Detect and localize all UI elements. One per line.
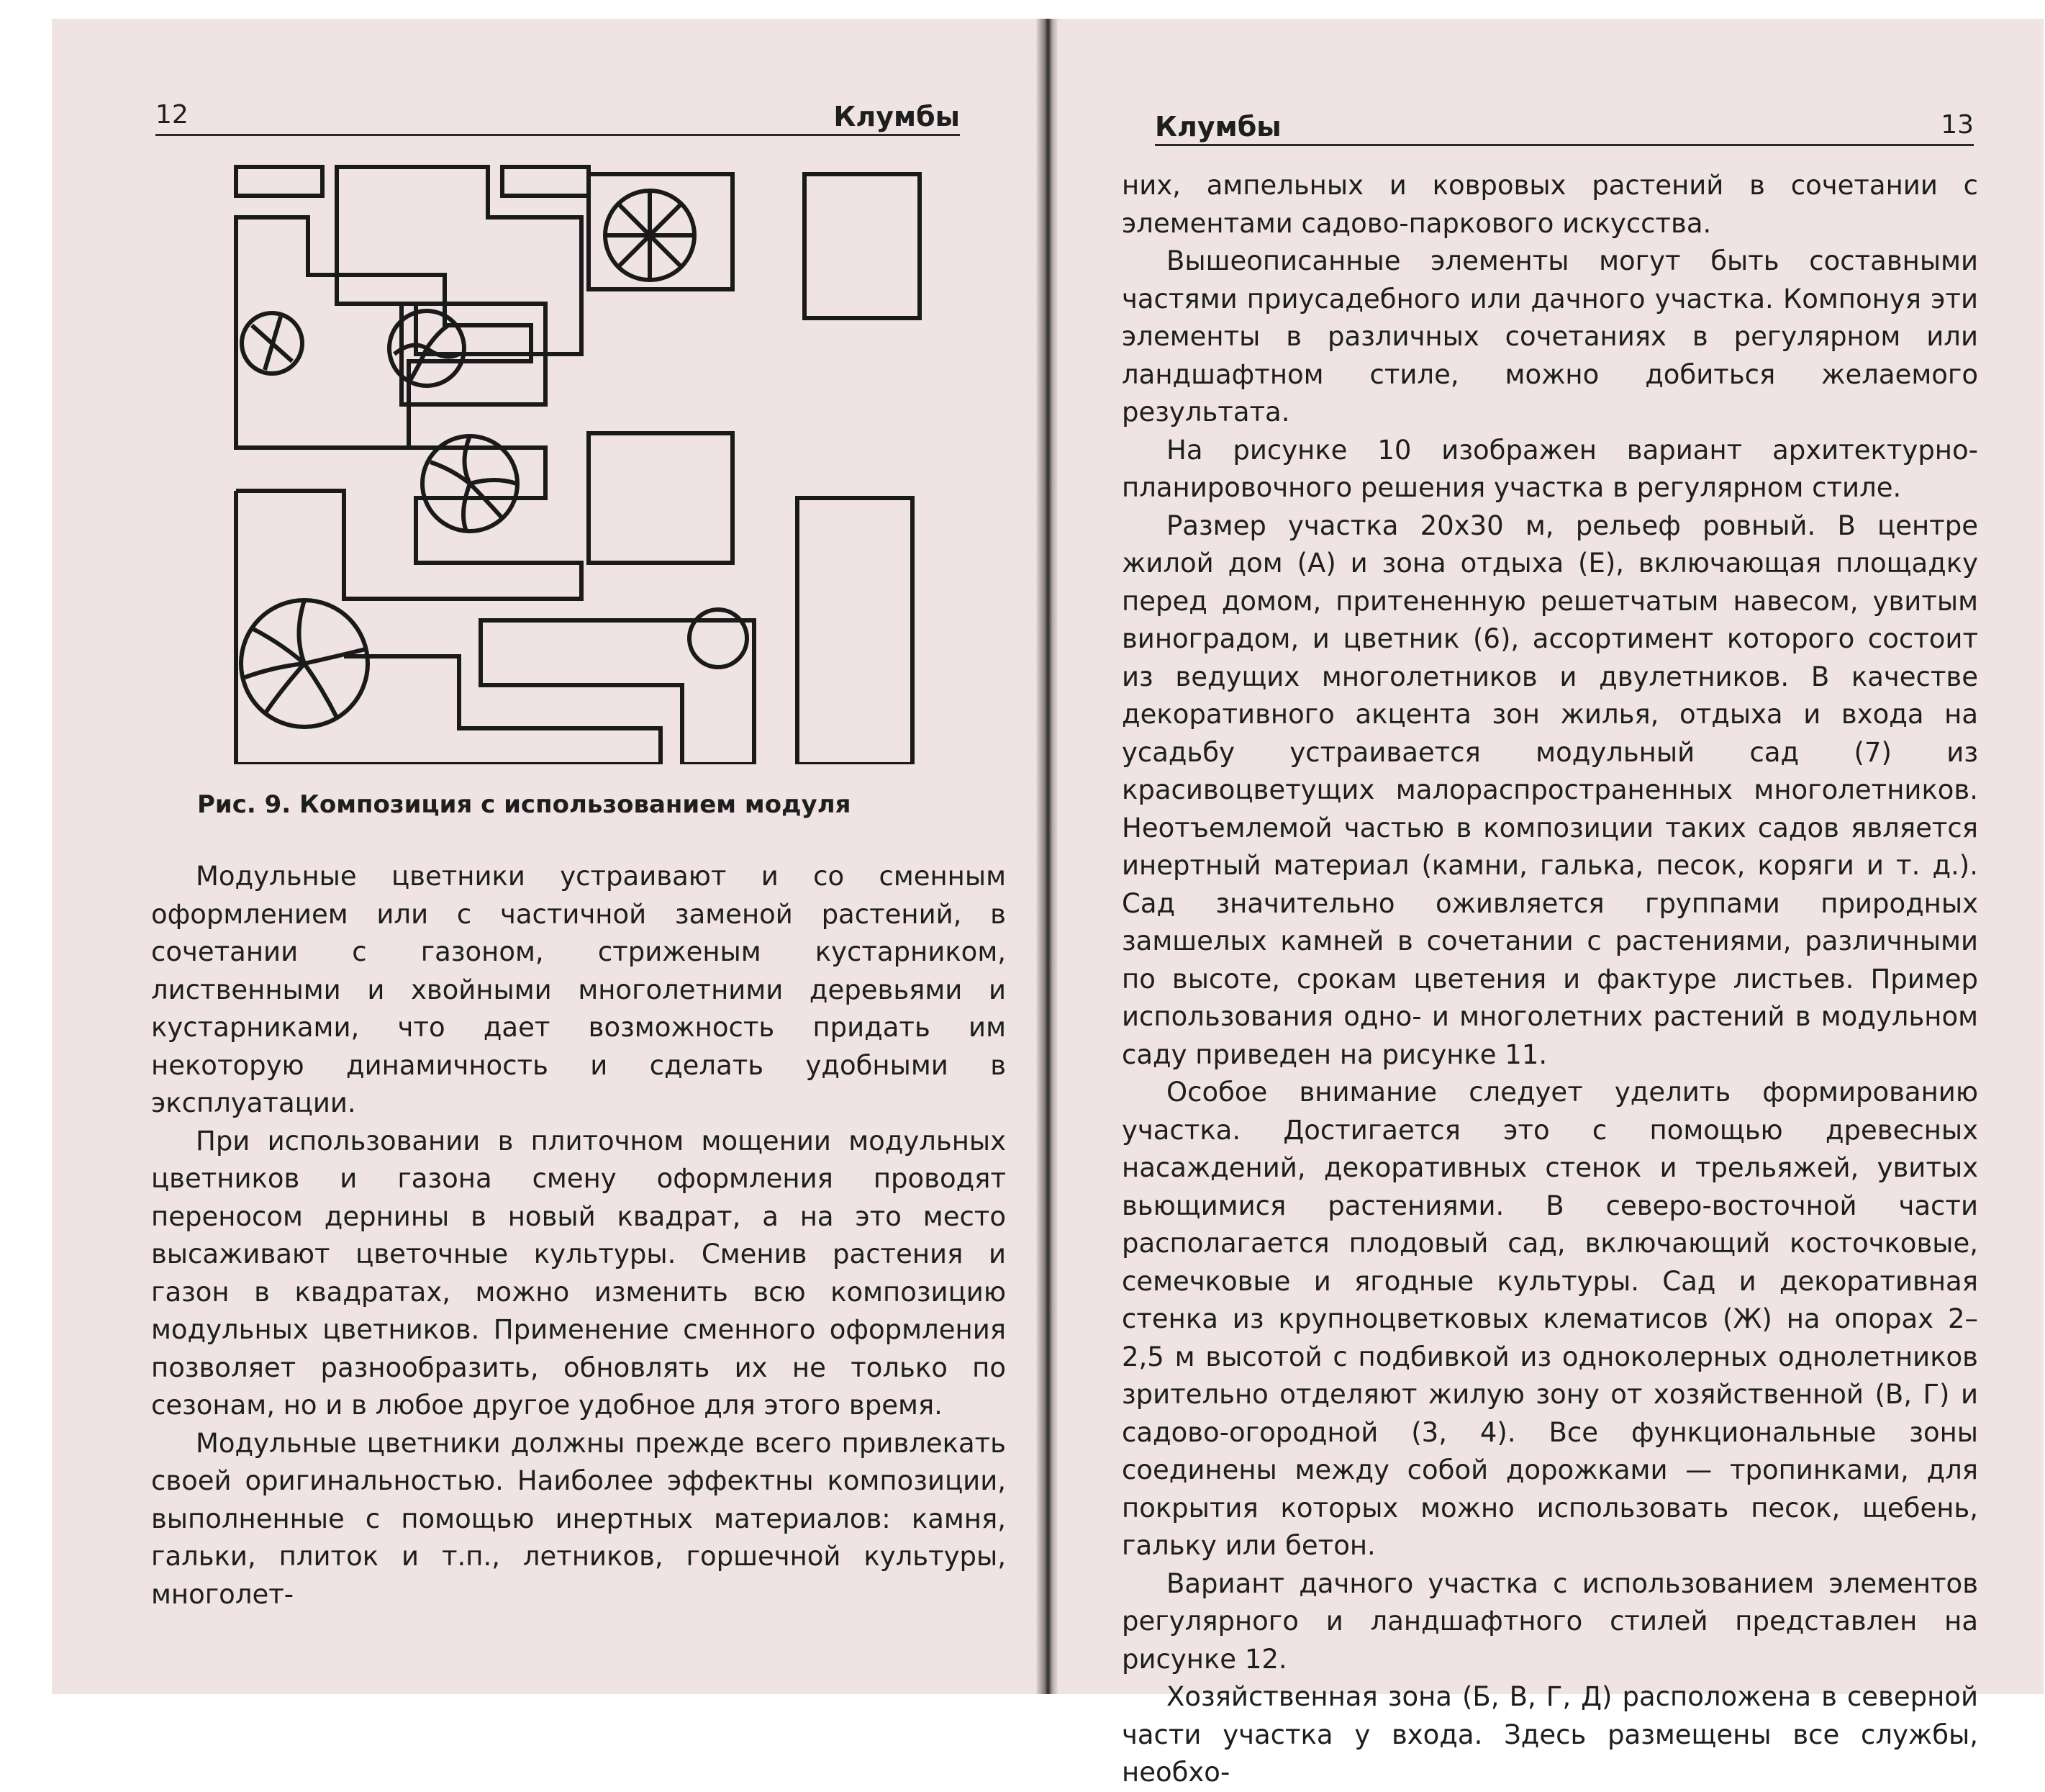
paragraph: Размер участка 20х30 м, рельеф ровный. В центре жилой дом (А) и зона отдыха (Е), включающая площадку перед домом, притененную решетчатым навесом, увитым виноградом, и цветник (6), ассортимент которого состоит из ведущих многолетников и двулетников. В качестве декоративного акцента зон жилья, отдыха и входа на усадьбу устраивается модульный сад (7) из красивоцветущих малораспространенных многолетников. Неотъемлемой частью в композиции таких садов является инертный материал (камни, галька, песок, коряги и т. д.). Сад значительно оживляется группами природных замшелых камней в сочетании с растениями, различными по высоте, срокам цветения и фактуре листьев. Пример использования одно- и многолетних растений в модульном саду приведен на рисунке 11. [1122,510,1978,1070]
running-title: Клумбы [833,101,960,132]
path-outline-middle [236,217,531,448]
page-number: 12 [155,100,189,130]
circle-bed-5 [241,600,368,727]
tall-bed-top-right [804,174,920,318]
path-outline-bottom-right [481,620,754,764]
figure-caption: Рис. 9. Композиция с использованием модуля [197,790,851,819]
left-running-head [155,92,960,136]
right-body-text [1122,167,1978,1792]
circle-bed-3 [605,191,694,280]
paragraph: Хозяйственная зона (Б, В, Г, Д) расположена в северной части участка у входа. Здесь размещены все службы, необхо- [1122,1681,1978,1788]
page-number: 13 [1941,110,1974,140]
module-square-3 [589,433,733,563]
paragraph: Модульные цветники устраивают и со сменным оформлением или с частичной заменой растений, в сочетании с газоном, стриженым кустарником, лиственными и хвойными многолетними деревьями и кустарниками, что дает возможность придать им некоторую динамичность и сделать удобными в эксплуатации. [151,861,1006,1118]
paragraph: При использовании в плиточном мощении модульных цветников и газона смену оформления проводят переносом дернины в новый квадрат, а на это место высаживают цветочные культуры. Сменив растения и газон в квадратах, можно изменить всю композицию модульных цветников. Применение сменного оформления позволяет разнообразить, обновлять их не только по сезонам, но и в любое другое удобное для этого время. [151,1125,1006,1421]
paragraph: Модульные цветники должны прежде всего привлекать своей оригинальностью. Наиболее эффектны композиции, выполненные с помощью инертных материалов: камня, гальки, плиток и т.п., летников, горшечной культуры, многолет- [151,1427,1006,1610]
paragraph-continuation: них, ампельных и ковровых растений в сочетании с элементами садово-паркового искусства. [1122,170,1978,239]
paragraph: Вышеописанные элементы могут быть составными частями приусадебного или дачного участка. Компонуя эти элементы в различных сочетаниях в регулярном или ландшафтном стиле, можно добиться желаемого результата. [1122,245,1978,427]
small-bed-top-mid [502,167,589,196]
circle-bed-1 [242,313,302,374]
paragraph: На рисунке 10 изображен вариант архитектурно-планировочного решения участка в регулярном стиле. [1122,434,1978,503]
right-running-head [1155,102,1974,146]
circle-bed-4 [422,436,517,531]
path-outline-lower [236,448,581,599]
module-composition-figure [229,160,1078,764]
tall-bed-bottom-right [797,498,912,764]
small-bed-top-left [236,167,322,196]
paragraph: Особое внимание следует уделить формированию участка. Достигается это с помощью древесных насаждений, декоративных стенок и трельяжей, увитых вьющимися растениями. В северо-восточной части располагается плодовый сад, включающий косточковые, семечковые и ягодные культуры. Сад и декоративная стенка из крупноцветковых клематисов (Ж) на опорах 2–2,5 м высотой с подбивкой из одноколерных однолетников зрительно отделяют жилую зону от хозяйственной (В, Г) и садово-огородной (3, 4). Все функциональные зоны соединены между собой дорожками — тропинками, для покрытия которых можно использовать песок, щебень, гальку или бетон. [1122,1077,1978,1561]
circle-bed-2 [389,311,464,386]
running-title: Клумбы [1155,111,1282,142]
paragraph: Вариант дачного участка с использованием элементов регулярного и ландшафтного стилей представлен на рисунке 12. [1122,1567,1978,1675]
left-body-text [151,858,1006,1614]
